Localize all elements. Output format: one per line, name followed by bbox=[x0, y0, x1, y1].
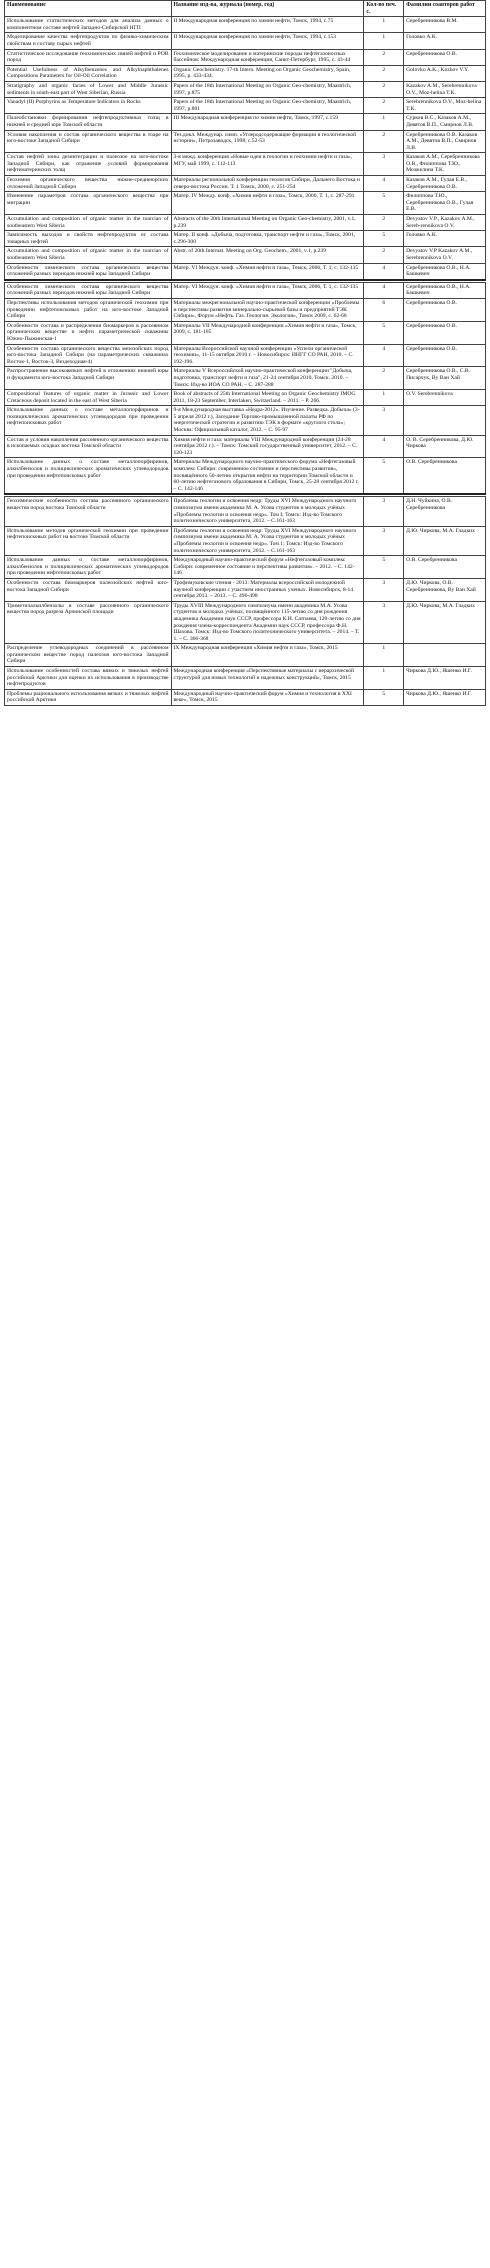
table-row bbox=[5, 176, 486, 192]
row-pages: 1 bbox=[364, 33, 404, 49]
table-row bbox=[5, 114, 486, 130]
row-coauthors: Серебренникова О.В. bbox=[404, 298, 486, 321]
row-pages: 2 bbox=[364, 49, 404, 65]
table-row bbox=[5, 17, 486, 33]
row-coauthors: Серебренникова О.В. bbox=[404, 49, 486, 65]
table-row bbox=[5, 130, 486, 153]
row-title: Состав и условия накопления рассеянного органического вещества в ископаемых осадках востока Томской области bbox=[5, 435, 172, 458]
row-coauthors: О.В. Серебренникова bbox=[404, 458, 486, 494]
table-row bbox=[5, 344, 486, 367]
publications-body bbox=[5, 17, 486, 706]
row-pages: 1 bbox=[364, 667, 404, 690]
row-publisher: Abstracts of the 20th International Meeting on Organic Geo-chemistry, 2001, v.1, p.239 bbox=[171, 215, 364, 231]
row-title: Особенности состава биомаркеров палеозойских нефтей юго-востока Западной Сибири bbox=[5, 578, 172, 601]
row-publisher: Материалы V Всероссийской научно-практической конференции "Добыча, подготовка, транспорт нефти и газа", 21-24 сентября 2010, Томск. 2010. – Томск: Изд-во ИОА СО РАН. – С. 287-288 bbox=[171, 367, 364, 390]
row-title: Перспективы использования методов органической геохимии при проведении нефтепоисковых работ на юго-востоке Западной Сибири bbox=[5, 298, 172, 321]
row-title: Vanadyl (II) Porphyrins as Temperature Indicators in Rocks bbox=[5, 98, 172, 114]
row-publisher: Papers of the 18th International Meeting on Organic Geo-chemistry, Maastrich, 1997, p.875 bbox=[171, 81, 364, 97]
row-pages: 2 bbox=[364, 215, 404, 231]
row-pages: 1 bbox=[364, 644, 404, 667]
row-title: Stratigraphy and organic facies of Lower and Middle Jurassic sediments in south-east part of West Siberian, Russia bbox=[5, 81, 172, 97]
row-publisher: Проблемы геологии и освоения недр: Труды XVI Международного научного симпозиума имени академика М. А. Усова студентов и молодых учёных «Проблемы геологии и освоения недр». Том I; Томск: Изд-во Томского политехнического университета, 2012. – С.161-163 bbox=[171, 497, 364, 526]
table-row bbox=[5, 49, 486, 65]
table-row bbox=[5, 689, 486, 705]
row-pages: 3 bbox=[364, 406, 404, 435]
row-title: Моделирование качества нефтепродуктов по физико-химическим свойствам и составу сырых нефтей bbox=[5, 33, 172, 49]
row-coauthors: Серебренникова О.В. bbox=[404, 321, 486, 344]
row-pages: 2 bbox=[364, 81, 404, 97]
row-pages: 3 bbox=[364, 526, 404, 555]
row-publisher: Материалы межрегиональной научно-практической конференции «Проблемы и перспективы развития минерально-сырьевой базы и предприятий ТЭК Сибири», Форум «Нефть. Газ. Геология. Экология», Томск 2009, с. 62-68 bbox=[171, 298, 364, 321]
row-publisher: Материалы Международного научно-практического форума «Нефтегазовый комплекс Сибири: современное состояние и перспективы развития», посвящённого 50-летию открытия нефти на территории Томской области и 60-летию нефтегазового образования в Сибири, Томск, 25-28 сентября 2012 г. – С. 142-146 bbox=[171, 458, 364, 494]
row-pages: 6 bbox=[364, 298, 404, 321]
table-row bbox=[5, 65, 486, 81]
row-publisher: Химия нефти и газа: материалы VIII Международной конференции (24-28 сентября 2012 г.). – Томск: Томский государственный университет, 2012. – С. 120-123 bbox=[171, 435, 364, 458]
table-row bbox=[5, 578, 486, 601]
row-title: Условия накопления и состав органического вещества в тоарe на юго-востоке Западной Сибири bbox=[5, 130, 172, 153]
row-publisher: Геохимическое моделирование и материнские породы нефтегазоносных бассейнов: Международная конференция, Санкт-Петербург, 1995, с. 43-44 bbox=[171, 49, 364, 65]
row-title: Состав нефтей зоны дезинтеграции и палеозое на юго-востоке Западной Сибири, как отражение условий формирования нефтематеринских толщ bbox=[5, 153, 172, 176]
row-title: Особенности состава и распределения биомаркеров в рассеянном органическом веществе и нефти параметрической скважины Южно-Пыжинская-1 bbox=[5, 321, 172, 344]
row-coauthors: Golovko A.K., Kozhov V.Y. bbox=[404, 65, 486, 81]
row-coauthors: Казаков А.М., Гулая Е.В., Серебренникова О.В. bbox=[404, 176, 486, 192]
table-row bbox=[5, 298, 486, 321]
row-publisher: Материалы VII Международной конференции «Химия нефти и газа», Томск, 2009, с. 181-185 bbox=[171, 321, 364, 344]
row-title: Геохимические особенности состава рассеянного органического вещества пород востока Томской области bbox=[5, 497, 172, 526]
table-row bbox=[5, 526, 486, 555]
row-coauthors: O.V. Serebrennikova bbox=[404, 390, 486, 406]
row-coauthors: Головко А.К. bbox=[404, 231, 486, 247]
row-title: Potential Usefulness of Alkylbenzenes and Alkylnaphthalenes Compositions Parameters for Oil-Oil Correlation bbox=[5, 65, 172, 81]
row-pages: 5 bbox=[364, 689, 404, 705]
row-title: Особенности состава органического вещества мезозойских пород юго-востока Западной Сибири (на параметрических скважинах Восток-1, Восток-3, Вездеходная-4) bbox=[5, 344, 172, 367]
table-row bbox=[5, 497, 486, 526]
row-coauthors: Серебренникова О.В., Н.А. Башкевич bbox=[404, 282, 486, 298]
row-coauthors: Серебренникова О.В. Казаков А.М., Девятов В.П., Смирнов Л.В. bbox=[404, 130, 486, 153]
row-coauthors: Филиппова Т.Ю., Серебренникова О.В., Гулая Е.В. bbox=[404, 192, 486, 215]
row-coauthors: Serebrennikova O.V., Moz-helina T.K. bbox=[404, 98, 486, 114]
row-coauthors: Д.Ю. Чиркова, О.В. Серебренникова, Ву Ван Хай bbox=[404, 578, 486, 601]
row-pages: 5 bbox=[364, 231, 404, 247]
row-coauthors bbox=[404, 644, 486, 667]
row-pages: 2 bbox=[364, 65, 404, 81]
row-publisher: Матер. VI Междун. конф. «Химия нефти и газа», Томск, 2006, Т. 1, с. 132-135 bbox=[171, 282, 364, 298]
row-title: Геохимия органического вещества нижне-среднеюрских отложений Западной Сибири bbox=[5, 176, 172, 192]
table-row bbox=[5, 390, 486, 406]
row-title: Compositional features of organic matter in Jurassic and Lower Cretaceous deposit located in the east of West Siberia bbox=[5, 390, 172, 406]
table-row bbox=[5, 667, 486, 690]
row-title: Распространение высоковязких нефтей в отложениях нижней юры и фундамента юго-востока Западной Сибири bbox=[5, 367, 172, 390]
row-publisher: Материалы Всероссийской научной конференции «Успехи органической геохимии», 11-15 октября 2010 г. – Новосибирск: ИНГГ СО РАН, 2010. – С. 192-196. bbox=[171, 344, 364, 367]
row-publisher: II Международная конференция по химии нефти, Томск, 1994, c.153 bbox=[171, 33, 364, 49]
table-row bbox=[5, 644, 486, 667]
row-publisher: Papers of the 18th International Meeting on Organic Geo-chemistry, Maastrich, 1997, p.801 bbox=[171, 98, 364, 114]
header-coauthors: Фамилии соавторов работ bbox=[404, 1, 486, 17]
row-coauthors: Devyatov V.P Kazakov A.M., Serebrennikova O.V. bbox=[404, 247, 486, 263]
row-coauthors: Д.Ю. Чиркова, М.А. Гладких bbox=[404, 526, 486, 555]
table-row bbox=[5, 81, 486, 97]
row-coauthors: Головко А.К. bbox=[404, 33, 486, 49]
row-pages: 5 bbox=[364, 458, 404, 494]
row-title: Статистическое исследование геохимических связей нефтей и РОВ пород bbox=[5, 49, 172, 65]
row-publisher: Abstr. of 20th Internat. Meeting on Org. Geochem., 2001, v.1, p.239 bbox=[171, 247, 364, 263]
table-row bbox=[5, 367, 486, 390]
row-coauthors: Серебренникова О.В., Н.А. Башкевич bbox=[404, 263, 486, 280]
table-row bbox=[5, 153, 486, 176]
row-coauthors: Серебренникова В.М. bbox=[404, 17, 486, 33]
row-title: Использование статистических методов для анализа данных о компонентном составе нефтей Западно-Сибирской НГП bbox=[5, 17, 172, 33]
row-coauthors bbox=[404, 406, 486, 435]
table-row bbox=[5, 282, 486, 298]
row-publisher: Труды XVIII Международного симпозиума имени академика М.А. Усова студентов и молодых учёных, посвящённого 115-летию со дня рождения академика Академии наук СССР, профессора К.И. Сатпаева, 120-летию со дня рождения члена-корреспондента Академии наук СССР, профессора Ф.Н. Шахова. Томск: Изд-во Томского политехнического университета. – 2014. – Т. 1. – С. 366-368 bbox=[171, 601, 364, 644]
table-row bbox=[5, 556, 486, 579]
table-row bbox=[5, 458, 486, 494]
table-row bbox=[5, 321, 486, 344]
row-title: Триметилалкилбензолы в составе рассеянного органического вещества пород разреза Арчинской площади bbox=[5, 601, 172, 644]
row-pages: 1 bbox=[364, 390, 404, 406]
row-publisher: Проблемы геологии и освоения недр: Труды XVI Международного научного симпозиума имени академика М. А. Усова студентов и молодых учёных «Проблемы геологии и освоения недр». Том 1; Томск: Изд-во Томского политехнического университета, 2012. – С.161-163 bbox=[171, 526, 364, 555]
row-pages: 3 bbox=[364, 578, 404, 601]
header-publisher: Название изд-ва, журнала (номер, год) bbox=[171, 1, 364, 17]
header-title: Наименование bbox=[5, 1, 172, 17]
row-publisher: II Международная конференция по химии нефти, Томск, 1994, c.75 bbox=[171, 17, 364, 33]
row-publisher: Матер. II конф. «Добыча, подготовка, транспорт нефти и газа», Томск, 2001, с.296-300 bbox=[171, 231, 364, 247]
row-publisher: 3-я межд. конференция «Новые идеи в геологии и геохимии нефти и газа», МГУ, май 1999, с. 112-113 bbox=[171, 153, 364, 176]
table-row bbox=[5, 33, 486, 49]
row-coauthors: Kazakov A.M., Serebrennikova O.V., Moz-helina T.K. bbox=[404, 81, 486, 97]
table-row bbox=[5, 215, 486, 231]
row-publisher: IX Международная конференция «Химия нефти и газа», Томск, 2015 bbox=[171, 644, 364, 667]
row-coauthors: Devyatov V.P., Kazakov A.M., Sereb-rennikova O.V. bbox=[404, 215, 486, 231]
row-title: Использование данных о составе металлопорфиринов, алкилбензолов и полициклических ароматических углеводородов при проведении нефтепоисковых работ bbox=[5, 556, 172, 579]
row-pages: 2 bbox=[364, 130, 404, 153]
row-publisher: Матер. IV Между. конф. «Химия нефти и газа», Томск, 2000, Т. 1, с. 287-291 bbox=[171, 192, 364, 215]
row-title: Зависимость выходов и свойств нефтепродуктов от состава товарных нефтей bbox=[5, 231, 172, 247]
table-row bbox=[5, 231, 486, 247]
row-title: Использование особенностей состава вязких и тяжелых нефтей российской Арктики для оценки их использования в производстве нефтепродуктов bbox=[5, 667, 172, 690]
row-pages: 4 bbox=[364, 435, 404, 458]
row-pages: 1 bbox=[364, 17, 404, 33]
row-pages: 5 bbox=[364, 556, 404, 579]
row-title: Палеобстановки формирования нефтепродуктивных толщ в нижней и средней юре Томской области bbox=[5, 114, 172, 130]
row-title: Accumulation and composition of organic matter in the toarcian of southeastern West Siberia bbox=[5, 247, 172, 263]
row-pages: 5 bbox=[364, 192, 404, 215]
row-pages: 4 bbox=[364, 263, 404, 280]
row-coauthors: Серебренникова О.В. bbox=[404, 344, 486, 367]
row-pages: 3 bbox=[364, 153, 404, 176]
table-row bbox=[5, 435, 486, 458]
row-pages: 4 bbox=[364, 344, 404, 367]
row-title: Особенности химического состава органического вещества отложений разных периодов нижней юры Западной Сибири bbox=[5, 263, 172, 280]
row-publisher: Матер. VI Междун. конф. «Химия нефти и газа», Томск, 2006, Т. 1, с. 132-135 bbox=[171, 263, 364, 280]
row-pages: 5 bbox=[364, 321, 404, 344]
row-title: Использование данных о составе металлопорфиринов, алкилбензолов и полициклических ароматических углеводородов при проведении нефтепоисковых работ bbox=[5, 458, 172, 494]
table-header-row bbox=[5, 1, 486, 17]
row-coauthors: О.В. Серебренникова bbox=[404, 556, 486, 579]
row-coauthors: Чиркова Д.Ю., Яшенко И.Г. bbox=[404, 667, 486, 690]
row-publisher: Материалы региональной конференции геологов Сибири, Дальнего Востока и северо-востока России. Т. 1 Томск, 2000, с. 251-254 bbox=[171, 176, 364, 192]
row-title: Особенности химического состава органического вещества отложений разных периодов нижней юры Западной Сибири bbox=[5, 282, 172, 298]
row-publisher: 9-я Международная выставка «Недра-2012». Изучение. Разведка. Добыча» (3-5 апреля 2012 г.), Заседание Торгово-промышленной палаты РФ по энергетической стратегии и развитию ТЭК в формате «круглого стола»; Москва: Официальный каталог, 2012. – С. 95-97 bbox=[171, 406, 364, 435]
row-publisher: Международная конференция «Перспективные материалы с иерархической структурой для новых технологий и надежных конструкций», Томск, 2015 bbox=[171, 667, 364, 690]
table-row bbox=[5, 601, 486, 644]
row-publisher: III Международная конференция по химии нефти, Томск, 1997, с.159 bbox=[171, 114, 364, 130]
table-row bbox=[5, 263, 486, 280]
row-pages: 4 bbox=[364, 282, 404, 298]
row-pages: 3 bbox=[364, 601, 404, 644]
row-title: Использование данных о составе металлопорфиринов и полициклических ароматических углеводородов при проведении нефтепоисковых работ bbox=[5, 406, 172, 435]
row-pages: 3 bbox=[364, 497, 404, 526]
row-coauthors: Серебренникова О.В., С.В. Писарчук, Ву Ван Хай bbox=[404, 367, 486, 390]
row-publisher: Международный научно-практический форум «Нефтегазовый комплекс Сибири: современное состояние и перспективы развития». – 2012. – С. 142-146 bbox=[171, 556, 364, 579]
row-pages: 2 bbox=[364, 367, 404, 390]
table-row bbox=[5, 98, 486, 114]
row-pages: 2 bbox=[364, 98, 404, 114]
row-coauthors: Д.Н. Чуйкина, О.В. Серебренникова bbox=[404, 497, 486, 526]
row-publisher: Трофимуковские чтения - 2013: Материалы всероссийской молодежной научной конференции с участием иностранных ученых. Новосибирск, 8-14 сентября 2013. – 2013. – С. 496-498 bbox=[171, 578, 364, 601]
row-coauthors: Д.Ю. Чиркова, М.А. Гладких bbox=[404, 601, 486, 644]
table-row bbox=[5, 247, 486, 263]
row-pages: 1 bbox=[364, 114, 404, 130]
table-row bbox=[5, 406, 486, 435]
table-row bbox=[5, 192, 486, 215]
row-title: Проблемы рационального использования вязких и тяжелых нефтей российской Арктики bbox=[5, 689, 172, 705]
publications-table bbox=[4, 0, 486, 706]
row-pages: 2 bbox=[364, 247, 404, 263]
row-title: Accumulation and composition of organic matter in the toarcian of southeastern West Siberia bbox=[5, 215, 172, 231]
row-title: Изменение параметров состава органического вещества при миграции bbox=[5, 192, 172, 215]
row-publisher: Тез.докл. Междунар. симп. «Углеродсодержащие формации в геологической истории», Петрозаводск, 1998, с.52-53 bbox=[171, 130, 364, 153]
header-pages: Кол-во печ. с. bbox=[364, 1, 404, 17]
publications-page bbox=[4, 0, 486, 706]
row-pages: 4 bbox=[364, 176, 404, 192]
row-title: Использование методов органической геохимии при проведении нефтепоисковых работ на востоке Томской области bbox=[5, 526, 172, 555]
row-coauthors: Сурков В.С., Казаков А.М., Девятов В.П., Смирнов Л.В. bbox=[404, 114, 486, 130]
row-title: Распределение углеводородных соединений в рассеянном органическом веществе пород палеозоя юго-востока Западной Сибири bbox=[5, 644, 172, 667]
row-coauthors: О. В. Серебренникова, Д.Ю. Чиркова bbox=[404, 435, 486, 458]
row-publisher: Organic Geochemistry. 17-th Intern. Meeting on Organic Geochemistry, Spain, 1995, p. 433-434. bbox=[171, 65, 364, 81]
row-publisher: Book of abstracts of 25th International Meeting on Organic Geochemistry IMOG 2011, 18-23 September, Interlaken, Switzerland. – 2011. – P. 266. bbox=[171, 390, 364, 406]
row-coauthors: Чиркова Д.Ю., Яшенко И.Г. bbox=[404, 689, 486, 705]
row-publisher: Международный научно-практический форум «Химия и технология в XXI веке», Томск, 2015 bbox=[171, 689, 364, 705]
row-coauthors: Казаков А.М., Серебренникова О.В., Филиппова Т.Ю., Мозжелина Т.К. bbox=[404, 153, 486, 176]
